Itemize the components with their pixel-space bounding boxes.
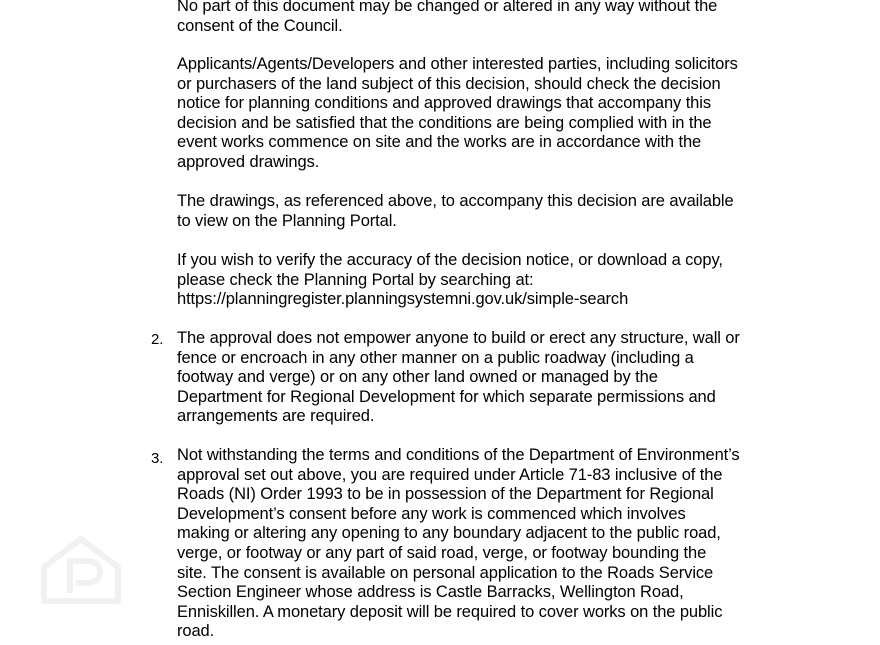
text-line: site. The consent is available on personal application to the Roads Service [177, 563, 714, 582]
property-logo-icon [40, 535, 122, 605]
text-line: Roads (NI) Order 1993 to be in possession of the Department for Regional [177, 485, 714, 504]
portal-url: https://planningregister.planningsystemni.gov.uk/simple-search [177, 290, 629, 309]
text-line: Enniskillen. A monetary deposit will be required to cover works on the public [177, 602, 723, 621]
text-line: decision and be satisfied that the conditions are being complied with in the [177, 113, 712, 132]
text-line: No part of this document may be changed or altered in any way without the [177, 0, 718, 15]
text-line: consent of the Council. [177, 16, 343, 35]
text-line: approval set out above, you are required under Article 71-83 inclusive of the [177, 465, 723, 484]
text-line: approved drawings. [177, 152, 320, 171]
drawings-paragraph [177, 192, 777, 231]
text-line: The drawings, as referenced above, to accompany this decision are available [177, 192, 734, 210]
item-number-3: 3. [151, 450, 164, 467]
text-line: please check the Planning Portal by searching at: [177, 270, 534, 289]
intro-paragraph [177, 0, 777, 36]
text-line: Section Engineer whose address is Castle Barracks, Wellington Road, [177, 583, 684, 602]
text-line: arrangements are required. [177, 407, 375, 426]
text-line: making or altering any opening to any boundary adjacent to the public road, [177, 524, 721, 543]
item-2-paragraph [177, 329, 777, 427]
applicants-paragraph [177, 55, 777, 173]
text-line: fence or encroach in any other manner on a public roadway (including a [177, 348, 694, 367]
text-line: If you wish to verify the accuracy of the decision notice, or download a copy, [177, 251, 723, 269]
text-line: Department for Regional Development for which separate permissions and [177, 387, 716, 406]
text-line: verge, or footway or any part of said road, verge, or footway bounding the [177, 543, 707, 562]
item-number-2: 2. [151, 331, 164, 348]
text-line: or purchasers of the land subject of this decision, should check the decision [177, 74, 721, 93]
text-line: event works commence on site and the works are in accordance with the [177, 133, 702, 152]
text-line: Development’s consent before any work is commenced which involves [177, 504, 686, 523]
text-line: Not withstanding the terms and conditions of the Department of Environment’s [177, 446, 740, 464]
text-line: Applicants/Agents/Developers and other interested parties, including solicitors [177, 55, 738, 73]
text-line: footway and verge) or on any other land owned or managed by the [177, 368, 658, 387]
text-line: The approval does not empower anyone to build or erect any structure, wall or [177, 329, 740, 347]
text-line: road. [177, 622, 215, 641]
item-3-paragraph [177, 446, 777, 642]
text-line: notice for planning conditions and approved drawings that accompany this [177, 94, 711, 113]
verify-paragraph [177, 251, 777, 310]
text-line: to view on the Planning Portal. [177, 211, 397, 230]
